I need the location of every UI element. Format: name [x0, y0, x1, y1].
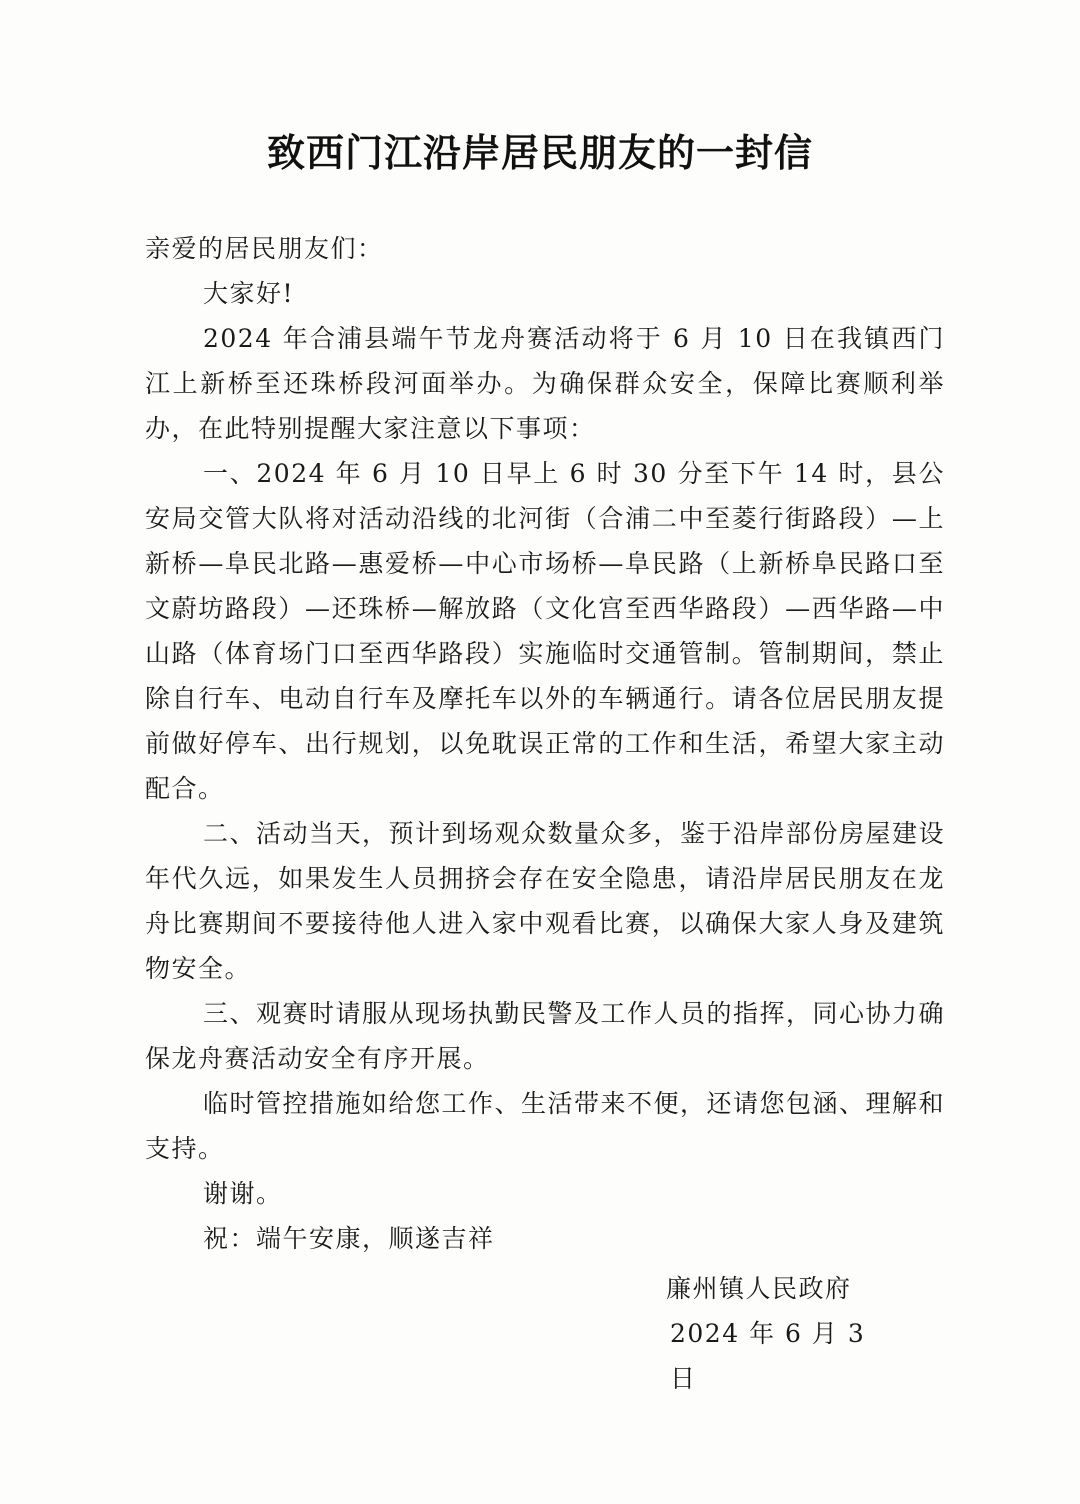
- greeting: 大家好!: [203, 279, 295, 308]
- paragraph-intro: 2024 年合浦县端午节龙舟赛活动将于 6 月 10 日在我镇西门江上新桥至还珠桥段河面举办。为确保群众安全，保障比赛顺利举办，在此特别提醒大家注意以下事项：: [145, 324, 945, 443]
- paragraph-item-1-traffic-control: 一、2024 年 6 月 10 日早上 6 时 30 分至下午 14 时，县公安局交管大队将对活动沿线的北河街（合浦二中至菱行街路段）—上新桥—阜民北路—惠爱桥—中心市场桥—阜民路（上新桥阜民路口至文蔚坊路段）—还珠桥—解放路（文化宫至西华路段）—西华路—中山路（体育场门口至西华路段）实施临时交通管制。管制期间，禁止除自行车、电动自行车及摩托车以外的车辆通行。请各位居民朋友提前做好停车、出行规划，以免耽误正常的工作和生活，希望大家主动配合。: [145, 459, 945, 803]
- signature-organization: 廉州镇人民政府: [666, 1274, 852, 1303]
- signature-date: 2024 年 6 月 3 日: [670, 1319, 866, 1393]
- paragraph-apology: 临时管控措施如给您工作、生活带来不便，还请您包涵、理解和支持。: [145, 1089, 946, 1163]
- signature-block: [640, 1266, 900, 1401]
- paragraph-item-2-safety: 二、活动当天，预计到场观众数量众多，鉴于沿岸部份房屋建设年代久远，如果发生人员拥挤会存在安全隐患，请沿岸居民朋友在龙舟比赛期间不要接待他人进入家中观看比赛，以确保大家人身及建筑物安全。: [145, 819, 946, 983]
- letter-title: 致西门江沿岸居民朋友的一封信: [266, 130, 813, 175]
- paragraph-item-3-cooperation: 三、观赛时请服从现场执勤民警及工作人员的指挥，同心协力确保龙舟赛活动安全有序开展。: [145, 999, 946, 1073]
- letter-body: [145, 226, 945, 1261]
- wishes: 祝：端午安康，顺遂吉祥: [203, 1224, 495, 1253]
- thanks: 谢谢。: [203, 1179, 283, 1208]
- salutation: 亲爱的居民朋友们：: [145, 234, 384, 263]
